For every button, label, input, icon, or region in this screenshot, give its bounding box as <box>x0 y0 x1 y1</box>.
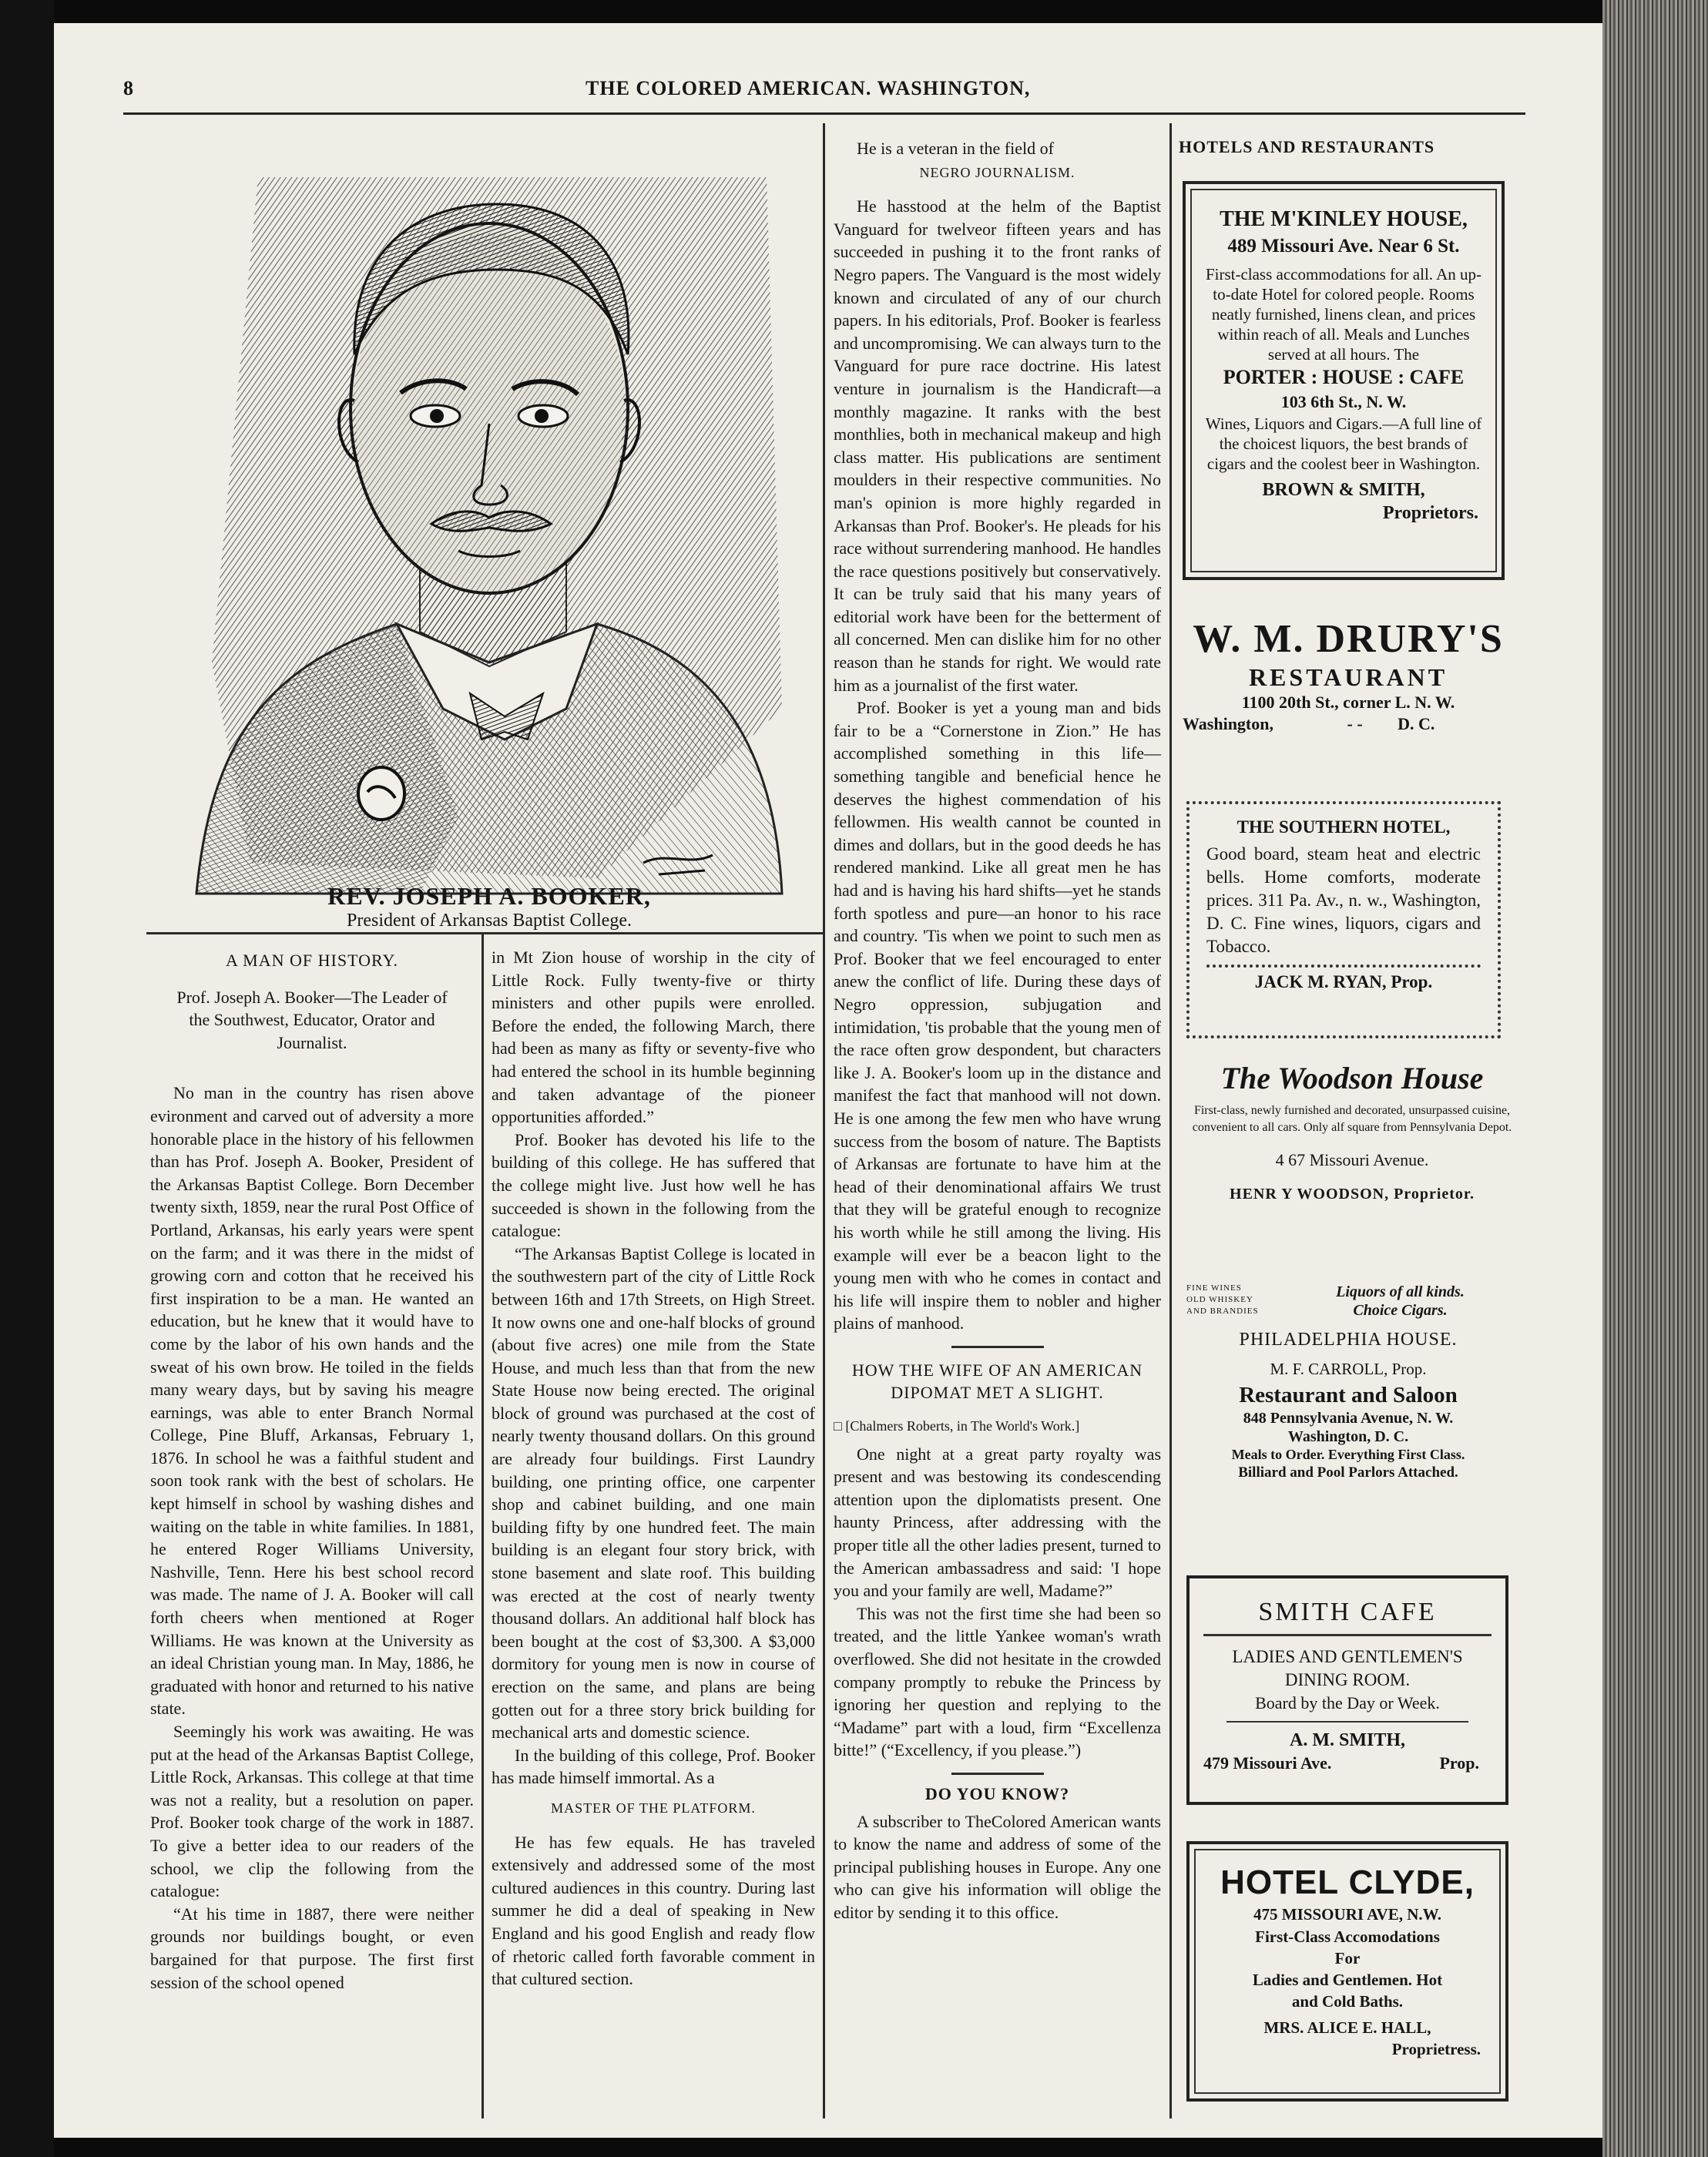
ad-line: LADIES AND GENTLEMEN'S <box>1232 1647 1463 1666</box>
column-rule <box>1169 123 1172 2118</box>
ad-cafe-address: 103 6th St., N. W. <box>1280 392 1407 411</box>
article-paragraph: “At his time in 1887, there were neither grounds nor buildings bought, or even bargained for that purpose. The first first session of the school opened <box>150 1904 474 1992</box>
article3-paragraph: A subscriber to TheColored American wants to know the name and address of some of the principal publishing houses in Europe. Any one who can give his information will oblige the editor by sending it to this office. <box>834 1811 1161 1922</box>
ad-drury-restaurant <box>1183 616 1514 755</box>
ad-name: THE M'KINLEY HOUSE, <box>1220 207 1468 231</box>
article-paragraph: in Mt Zion house of worship in the city of Little Rock. Fully twenty-five or thirty ministers and other pupils were enrolled. Before the ended, the following March, there had been as many as fifty or seventy-five who had entered the school in its humble beginning and taken advantage of the pioneer opportunities afforded.” <box>492 948 815 1127</box>
ad-mckinley-house <box>1183 181 1505 580</box>
ad-owner: M. F. CARROLL, Prop. <box>1270 1360 1427 1378</box>
ad-philadelphia-house: FINE WINES OLD WHISKEY AND BRANDIES Liquors of all kinds. Choice Cigars. PHILADELPHIA HOUSE. M. F. CARROLL, Prop. Restaurant and Saloon 848 Pennsylvania Avenue, N. W. Washington, D. C. Meals to Order. Everything First Class. Billiard and Pool Parlors Attached. <box>1186 1283 1510 1506</box>
article-headline: A MAN OF HISTORY. <box>225 951 399 970</box>
ad-cafe: PORTER : HOUSE : CAFE <box>1223 366 1465 388</box>
ad-address: 489 Missouri Ave. Near 6 St. <box>1227 236 1460 257</box>
article2-credit: □ [Chalmers Roberts, in The World's Work.] <box>834 1418 1080 1434</box>
caption-title: President of Arkansas Baptist College. <box>347 911 632 931</box>
column-rule <box>146 932 823 934</box>
ad-woodson-house <box>1183 1059 1522 1236</box>
section-rule <box>951 1346 1044 1348</box>
article-column-3 <box>834 137 1161 1924</box>
article-paragraph: He has few equals. He has traveled extensively and addressed some of the most cultured audiences in this country. During last summer he did a deal of speaking in New England and his good English and ready flow of rhetoric called forth favorable comment in that cultured section. <box>492 1832 815 1989</box>
article-column-1 <box>150 946 474 1994</box>
article2-paragraph: This was not the first time she had been so treated, and the little Yankee woman's wrath overflowed. She did not hesitate in the crowded company promptly to rebuke the Princess by ignoring her question and replying to the “Madame” part with a loud, firm “Excellenza bitte!” (“Excellency, if you please.”) <box>834 1603 1161 1760</box>
ad-name: SMITH CAFE <box>1258 1598 1437 1626</box>
ad-address: 848 Pennsylvania Avenue, N. W. <box>1243 1410 1454 1427</box>
ad-owner: A. M. SMITH, <box>1290 1730 1405 1750</box>
ad-line: For <box>1334 1949 1361 1967</box>
article-paragraph: Seemingly his work was awaiting. He was put at the head of the Arkansas Baptist College, Little Rock, Arkansas. This college at that time was not a reality, but a resolution on paper. Prof. Booker took charge of the work in 1887. To give a better idea to our readers of the school, we clip the following from the catalogue: <box>150 1722 474 1901</box>
ad-address: 475 MISSOURI AVE, N.W. <box>1253 1905 1441 1924</box>
article3-headline: DO YOU KNOW? <box>924 1783 1070 1803</box>
ad-line: DINING ROOM. <box>1284 1670 1411 1689</box>
article-paragraph: In the building of this college, Prof. Booker has made himself immortal. As a <box>492 1745 815 1788</box>
masthead <box>123 77 1240 108</box>
article2-paragraph: One night at a great party royalty was present and was bestowing its condescending attention upon the diplomatists present. One haunty Princess, after addressing with the proper title all the other ladies present, turned to the American ambassadress and said: 'I hope you and your family are well, Madame?” <box>834 1444 1161 1601</box>
article-paragraph: No man in the country has risen above evironment and carved out of adversity a more honorable place in the history of his fellowmen than has Prof. Joseph A. Booker, President of the Arkansas Baptist College. Born December twenty sixth, 1859, near the rural Post Office of Portland, Arkansas, his early years were spent on the farm; and it was there in the midst of growing corn and cotton that he received his first inspiration to be a man. He wanted an education, but he knew that it would have to come by the labor of his own hands and the sweat of his own brow. He toiled in the fields many weary days, but by saving his meagre earnings, was able to enter Branch Normal College, Pine Bluff, Arkansas, February 1, 1876. In school he was a faithful student and soon took rank with the best of scholars. He kept himself in school by washing dishes and waiting on the table in white families. In 1881, he entered Roger Williams University, Nashville, Tenn. Here his best school record was made. The name of J. A. Booker will call forth cheers when mentioned at Roger Williams. He was known at the University as an ideal Christian young man. In May, 1886, he graduated with honor and returned to his native state. <box>150 1083 474 1719</box>
platform-subhead: MASTER OF THE PLATFORM. <box>551 1800 756 1816</box>
ad-owner: HENR Y WOODSON, Proprietor. <box>1230 1186 1475 1203</box>
portrait-engraving <box>166 123 805 901</box>
ad-line: Board by the Day or Week. <box>1255 1693 1440 1713</box>
ad-owner: MRS. ALICE E. HALL, <box>1263 2018 1431 2037</box>
article-paragraph: He is a veteran in the field of <box>857 139 1054 158</box>
ad-name: W. M. DRURY'S <box>1193 617 1504 661</box>
portrait-caption <box>146 882 832 931</box>
ad-name: HOTEL CLYDE, <box>1220 1863 1475 1901</box>
ad-owners: BROWN & SMITH, <box>1262 480 1425 500</box>
ad-city: Washington, D. C. <box>1287 1428 1409 1445</box>
spine-shadow <box>0 0 54 2157</box>
article-deck: Prof. Joseph A. Booker—The Leader of the Southwest, Educator, Orator and Journalist. <box>176 987 448 1052</box>
ad-subtitle: RESTAURANT <box>1248 663 1448 691</box>
ad-body: First-class accommodations for all. An up-to-date Hotel for colored people. Rooms neatly furnished, linens clean, and prices within reach of all. Meals and Lunches served at all hours. The <box>1205 265 1482 364</box>
ad-billiard: Billiard and Pool Parlors Attached. <box>1238 1464 1458 1481</box>
article-column-2 <box>492 946 815 1991</box>
ad-owner: JACK M. RYAN, Prop. <box>1254 972 1433 991</box>
ad-name: PHILADELPHIA HOUSE. <box>1239 1330 1458 1350</box>
ad-body: Good board, steam heat and electric bells. Home comforts, moderate prices. 311 Pa. Av., n. w., Washington, D. C. Fine wines, liquors, cigars and Tobacco. <box>1206 844 1481 956</box>
ad-name: The Woodson House <box>1220 1061 1484 1095</box>
ad-line: Ladies and Gentlemen. Hot <box>1252 1971 1443 1989</box>
caption-name: REV. JOSEPH A. BOOKER, <box>327 882 651 910</box>
ad-kind: Restaurant and Saloon <box>1239 1383 1458 1407</box>
ad-name: THE SOUTHERN HOTEL, <box>1237 817 1451 837</box>
column-rule <box>823 123 825 2118</box>
column-rule <box>482 932 484 2118</box>
article-paragraph: Prof. Booker is yet a young man and bids fair to be a “Cornerstone in Zion.” He has accomplished something in this life—something tangible and beneficial hence he deserves the highest commendation of his fellowmen. His wealth cannot be counted in dimes and dollars, but in the good deeds he has rendered mankind. Like all great men he has had and is having his hard shifts—yet he stands forth spotless and pure—an honor to his race and country. 'Tis when we point to such men as Prof. Booker that we feel encouraged to enter anew the conflict of life. During these days of Negro oppression, subjugation and intimidation, 'tis probable that the young men of the race often grow despondent, but characters like J. A. Booker's loom up in the distance and manifest the fact that manhood will not down. He is one among the few men who have wrung success from the bosom of nature. The Baptists of Arkansas are fortunate to have him at the head of their denominational affairs We trust that they will be grateful enough to recognize his worth while he still among the living. His example will ever be a beacon light to the young men with who he comes in contact and his life will inspire them to nobler and higher plains of manhood. <box>834 698 1161 1333</box>
ad-city: Washington, - - D. C. <box>1183 714 1435 733</box>
article2-headline: HOW THE WIFE OF AN AMERICAN DIPOMAT MET A SLIGHT. <box>851 1360 1143 1403</box>
ad-address: 4 67 Missouri Avenue. <box>1275 1150 1429 1169</box>
ad-cafe-body: Wines, Liquors and Cigars.—A full line of the choicest liquors, the best brands of cigars and the coolest beer in Washington. <box>1205 414 1482 473</box>
page-edges <box>1602 0 1708 2157</box>
ad-meals: Meals to Order. Everything First Class. <box>1231 1447 1465 1462</box>
ad-line: First-Class Accomodations <box>1255 1927 1440 1946</box>
ads-section-title: HOTELS AND RESTAURANTS <box>1179 137 1435 156</box>
journalism-subhead: NEGRO JOURNALISM. <box>919 164 1075 180</box>
ad-hotel-clyde <box>1186 1841 1508 2102</box>
ad-owner-title: Proprietress. <box>1391 2040 1481 2058</box>
ad-owners-title: Proprietors. <box>1382 503 1478 523</box>
ad-line: and Cold Baths. <box>1291 1992 1404 2011</box>
ad-body: First-class, newly furnished and decorated, unsurpassed cuisine, convenient to all cars. Only alf square from Pennsylvania Depot. <box>1192 1104 1512 1134</box>
section-rule <box>951 1773 1044 1775</box>
ad-address-line: 479 Missouri Ave. Prop. <box>1203 1753 1479 1773</box>
article-paragraph: Prof. Booker has devoted his life to the building of this college. He has suffered that the college might live. Just how well he has succeeded is shown in the following from the catalogue: <box>492 1129 815 1241</box>
article-paragraph: He hasstood at the helm of the Baptist Vanguard for twelveor fifteen years and has succeeded in pushing it to the front ranks of Negro papers. The Vanguard is the most widely known and circulated of any of our church papers. In his editorials, Prof. Booker is fearless and uncompromising. We can always turn to the Vanguard for pure race doctrine. His latest venture in journalism is the Handicraft—a monthly magazine. It ranks with the best monthlies, both in mechanical makeup and high class matter. His publications are sentiment moulders in their respective communities. No man's opinion is more highly regarded in Arkansas than Prof. Booker's. He pleads for his race without surrendering manhood. He handles the race questions positively but conservatively. It can be truly said that his many years of editorial work have been for the betterment of all concerned. Men can dislike him for no other reason than he stands for right. We would rate him as a journalist of the first water. <box>834 196 1161 695</box>
ad-address: 1100 20th St., corner L. N. W. <box>1241 693 1455 712</box>
article-paragraph: “The Arkansas Baptist College is located in the southwestern part of the city of Little Rock between 16th and 17th Streets, on High Street. It now owns one and one-half blocks of ground (about five acres) one mile from the State House, and much less than that from the new State House now being erected. The original block of ground was purchased at the cost of nearly twenty thousand dollars. On this ground are already four buildings. First Laundry building, one printing office, one carpenter shop and cabinet building, and one main building fifty by one hundred feet. The main building is an elegant four story brick, with stone basement and slate roof. This building was erected at the cost of nearly twenty thousand dollars. An additional half block has been bought at the cost of $3,300. A $3,000 dormitory for young men is now in course of erection on the same, and plans are being gotten out for a three story brick building for mechanical arts and domestic science. <box>492 1243 815 1743</box>
ad-smith-cafe <box>1186 1575 1508 1805</box>
ad-southern-hotel <box>1186 801 1501 1038</box>
page-number: 8 <box>123 77 134 99</box>
masthead-title: THE COLORED AMERICAN. WASHINGTON, <box>586 77 1031 99</box>
masthead-rule <box>123 112 1525 115</box>
